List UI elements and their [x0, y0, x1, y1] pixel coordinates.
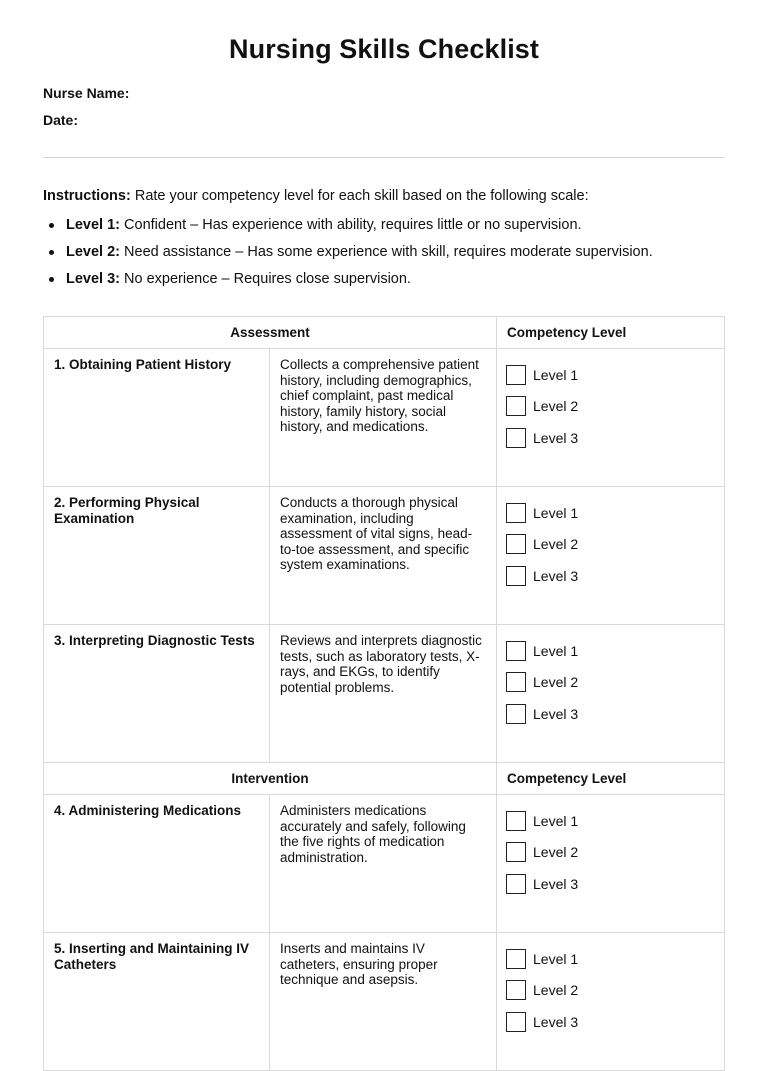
date-label: Date: [43, 112, 79, 128]
level-scale-item [43, 270, 653, 297]
skill-name: 2. Performing Physical Examination [44, 487, 270, 625]
level-option-label: Level 1 [533, 951, 579, 967]
page-title: Nursing Skills Checklist [229, 34, 539, 64]
competency-level-header: Competency Level [497, 317, 725, 349]
competency-options [497, 933, 725, 1071]
level-checkbox[interactable] [506, 534, 526, 554]
instructions-label: Instructions: [43, 188, 131, 204]
level-checkbox[interactable] [506, 503, 526, 523]
level-option-label: Level 1 [533, 813, 579, 829]
level-checkbox[interactable] [506, 1012, 526, 1032]
section-title: Assessment [44, 317, 497, 349]
level-scale-label: Level 1: [66, 217, 120, 233]
level-option[interactable] [506, 842, 724, 873]
skill-description: Collects a comprehensive patient history, including demographics, chief complaint, past medical history, family history, social history, and medications. [270, 349, 497, 487]
section-header-row [44, 317, 725, 349]
competency-options [497, 349, 725, 487]
level-checkbox[interactable] [506, 811, 526, 831]
level-option-label: Level 1 [533, 643, 579, 659]
level-option[interactable] [506, 949, 724, 980]
skill-row [44, 349, 725, 487]
level-scale-text: Need assistance – Has some experience with skill, requires moderate supervision. [120, 244, 653, 260]
level-scale-label: Level 3: [66, 271, 120, 287]
competency-options [497, 795, 725, 933]
level-checkbox[interactable] [506, 704, 526, 724]
skill-description: Reviews and interprets diagnostic tests, such as laboratory tests, X-rays, and EKGs, to identify potential problems. [270, 625, 497, 763]
bullet-icon [49, 277, 54, 282]
level-option-label: Level 2 [533, 398, 579, 415]
level-checkbox[interactable] [506, 672, 526, 692]
level-checkbox[interactable] [506, 428, 526, 448]
level-option[interactable] [506, 365, 724, 396]
level-option[interactable] [506, 534, 724, 565]
level-option-label: Level 1 [533, 367, 579, 383]
level-option[interactable] [506, 503, 724, 534]
skill-row [44, 933, 725, 1071]
level-checkbox[interactable] [506, 980, 526, 1000]
level-option-label: Level 2 [533, 536, 579, 553]
skill-description: Inserts and maintains IV catheters, ensuring proper technique and asepsis. [270, 933, 497, 1071]
level-option[interactable] [506, 396, 724, 427]
level-option[interactable] [506, 1012, 724, 1043]
level-option-label: Level 2 [533, 982, 579, 999]
level-checkbox[interactable] [506, 874, 526, 894]
skills-table [43, 316, 725, 1071]
level-option-label: Level 3 [533, 429, 579, 446]
bullet-icon [49, 250, 54, 255]
section-title: Intervention [44, 763, 497, 795]
level-option-label: Level 2 [533, 674, 579, 691]
skill-name: 4. Administering Medications [44, 795, 270, 933]
level-option-label: Level 2 [533, 844, 579, 861]
competency-level-header: Competency Level [497, 763, 725, 795]
level-scale-text: No experience – Requires close supervision. [120, 271, 411, 287]
level-scale-item [43, 243, 653, 270]
level-scale-text: Confident – Has experience with ability, requires little or no supervision. [120, 217, 582, 233]
level-option[interactable] [506, 874, 724, 905]
level-option[interactable] [506, 811, 724, 842]
level-scale-item [43, 216, 653, 243]
level-option[interactable] [506, 672, 724, 703]
bullet-icon [49, 223, 54, 228]
nurse-name-label: Nurse Name: [43, 85, 130, 101]
level-checkbox[interactable] [506, 842, 526, 862]
level-scale-label: Level 2: [66, 244, 120, 260]
instructions [43, 187, 589, 205]
level-scale-list [43, 216, 653, 297]
level-checkbox[interactable] [506, 566, 526, 586]
level-option[interactable] [506, 641, 724, 672]
skill-description: Conducts a thorough physical examination, including assessment of vital signs, head-to-toe assessment, and specific system examinations. [270, 487, 497, 625]
skill-description: Administers medications accurately and safely, following the five rights of medication administration. [270, 795, 497, 933]
level-option-label: Level 3 [533, 567, 579, 584]
level-option[interactable] [506, 704, 724, 735]
skill-name: 3. Interpreting Diagnostic Tests [44, 625, 270, 763]
level-option-label: Level 3 [533, 1013, 579, 1030]
skill-row [44, 487, 725, 625]
level-checkbox[interactable] [506, 396, 526, 416]
instructions-text: Rate your competency level for each skill based on the following scale: [130, 188, 589, 204]
skill-name: 1. Obtaining Patient History [44, 349, 270, 487]
skill-name: 5. Inserting and Maintaining IV Catheters [44, 933, 270, 1071]
section-header-row [44, 763, 725, 795]
competency-options [497, 625, 725, 763]
skills-table-body [44, 317, 725, 1071]
level-checkbox[interactable] [506, 949, 526, 969]
level-checkbox[interactable] [506, 365, 526, 385]
level-option[interactable] [506, 428, 724, 459]
level-checkbox[interactable] [506, 641, 526, 661]
level-option-label: Level 3 [533, 705, 579, 722]
level-option[interactable] [506, 980, 724, 1011]
competency-options [497, 487, 725, 625]
level-option[interactable] [506, 566, 724, 597]
skill-row [44, 795, 725, 933]
level-option-label: Level 3 [533, 875, 579, 892]
skill-row [44, 625, 725, 763]
divider [43, 157, 724, 158]
level-option-label: Level 1 [533, 505, 579, 521]
